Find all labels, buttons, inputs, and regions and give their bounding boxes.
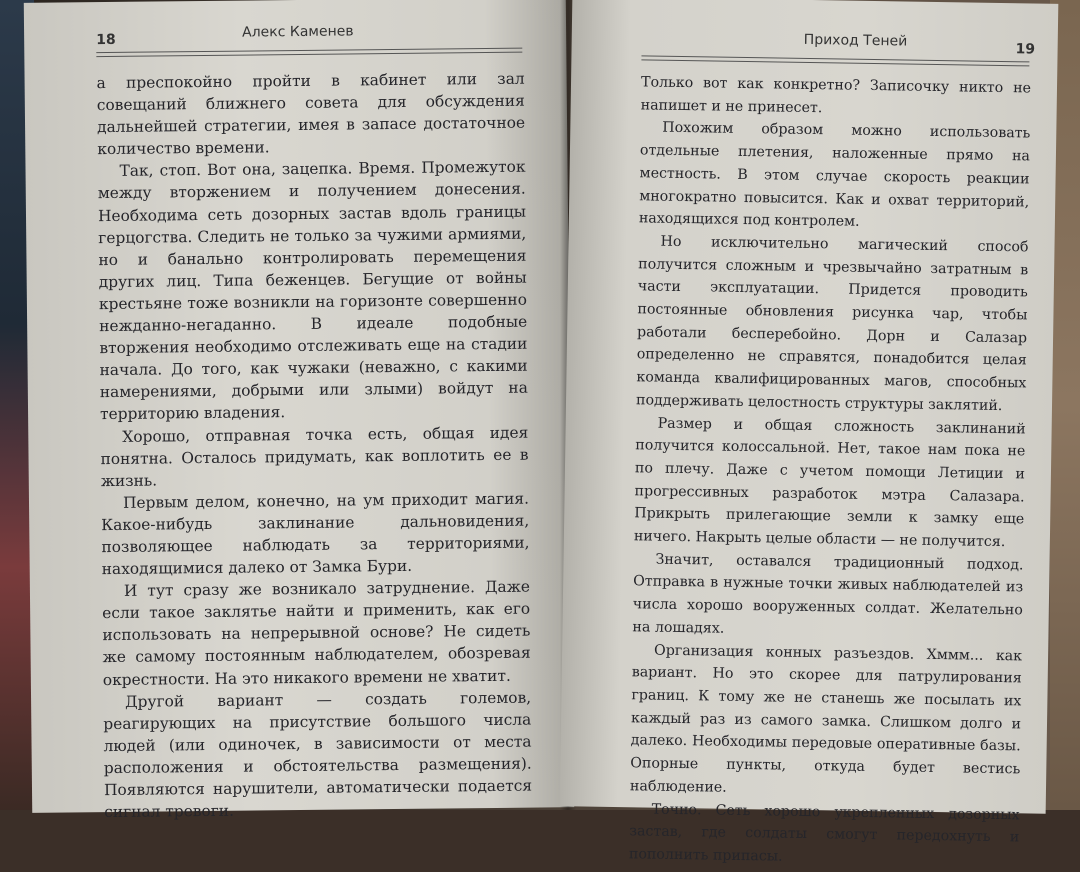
right-page: [560, 0, 1059, 865]
header-rule: [96, 52, 522, 57]
paragraph: Размер и общая сложность заклинаний получится колоссальной. Нет, такое нам пока не по плечу. Даже с учетом помощи Летиции и прогрессивных разработок мэтра Салазара. Прикрыть прилегающие земли к замку еще ничего. Накрыть целые области — не получится.: [633, 415, 1026, 551]
paragraph: Похожим образом можно использовать отдельные плетения, наложенные прямо на местность. В этом случае скорость реакции многократно повысится. Как и охват территорий, находящихся под контролем.: [638, 120, 1031, 230]
paragraph: Значит, оставался традиционный подход. Отправка в нужные точки живых наблюдателей из числа хорошо вооруженных солдат. Желательно на лошадях.: [632, 551, 1024, 637]
paragraph: Так, стоп. Вот она, зацепка. Время. Промежуток между вторжением и получением донесения. Необходима сеть дозорных застав вдоль границы герцогства. Следить не только за чужими армиями, но и банально контролировать перемещения других лиц. Типа беженцев. Бегущие от войны крестьяне тоже возникли на горизонте совершенно нежданно-негаданно. В идеале подобные вторжения необходимо отслеживать еще на стадии начала. До того, как чужаки (неважно, с какими намерениями, добрыми или злыми) войдут на территорию владения.: [97, 157, 528, 424]
page-number-left: 18: [96, 31, 116, 49]
paragraph: Только вот как конкретно? Записочку никто не напишет и не принесет.: [640, 74, 1032, 116]
paragraph: Но исключительно магический способ получится сложным и чрезвычайно затратным в части эксплуатации. Придется проводить постоянные обновления рисунка чар, чтобы работали бесперебойно. Дорн и Салазар определенно не справятся, понадобится целая команда квалифицированных магов, способных поддерживать целостность структуры заклятий.: [635, 233, 1029, 414]
paragraph: а преспокойно пройти в кабинет или зал совещаний ближнего совета для обсуждения дальнейшей стратегии, имея в запасе достаточное количество времени.: [96, 69, 526, 159]
paragraph: Точно. Сеть хорошо укрепленных дозорных застав, где солдаты смогут передохнуть и пополнить припасы.: [628, 801, 1020, 865]
left-page: [24, 0, 574, 822]
paragraph: Хорошо, отправная точка есть, общая идея понятна. Осталось придумать, как воплотить ее в жизнь.: [100, 423, 529, 490]
left-page-body: [97, 68, 533, 824]
paragraph: И тут сразу же возникало затруднение. Даже если такое заклятье найти и применить, как его использовать на непрерывной основе? Не сидеть же самому постоянным наблюдателем, обозревая окрестности. На это никакого времени не хватит.: [102, 577, 531, 689]
header-rule: [641, 55, 1029, 62]
right-page-body: [629, 71, 1031, 872]
page-number-right: 19: [1015, 41, 1036, 58]
paragraph: Организация конных разъездов. Хммм... как вариант. Но это скорее для патрулирования границ. К тому же не станешь же посылать их каждый раз из самого замка. Слишком долго и далеко. Необходимы передовые оперативные базы. Опорные пункты, откуда будет вестись наблюдение.: [629, 642, 1023, 796]
running-head-title: Приход Теней: [803, 31, 908, 50]
paragraph: Первым делом, конечно, на ум приходит магия. Какое-нибудь заклинание дальновидения, позволяющее наблюдать за территориями, находящимися далеко от Замка Бури.: [101, 489, 530, 579]
paragraph: Другой вариант — создать големов, реагирующих на присутствие большого числа людей (или одиночек, в зависимости от места расположения и обстоятельства размещения). Появляются нарушители, автоматически подается сигнал тревоги.: [103, 688, 533, 822]
running-head-author: Алекс Каменев: [242, 23, 354, 41]
